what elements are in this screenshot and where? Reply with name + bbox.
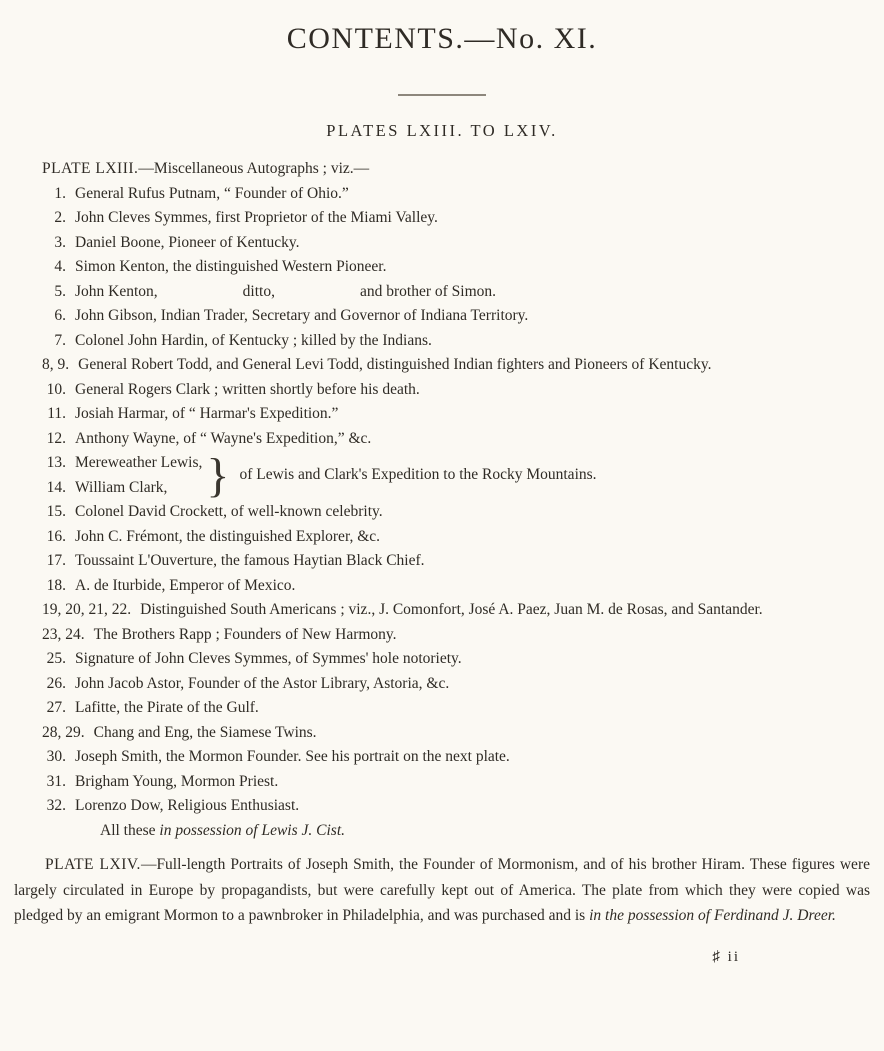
brace-icon: } [206,448,230,502]
item-number: 30. [46,748,66,765]
item-number: 6. [54,307,66,324]
item-number: 14. [46,478,66,496]
list-item [42,500,828,525]
item-number: 19, 20, 21, 22. [42,601,132,618]
item-text: Simon Kenton, the distinguished Western Pioneer. [75,258,387,275]
item-number: 11. [47,405,66,422]
item-text: Colonel John Hardin, of Kentucky ; killed by the Indians. [75,331,432,349]
list-item-brace-group [42,448,828,502]
item-text: General Rufus Putnam, “ Founder of Ohio.” [75,184,349,202]
item-text: John Kenton, [75,282,158,300]
list-item [42,623,828,648]
item-number: 27. [46,699,66,716]
item-text: Lorenzo Dow, Religious Enthusiast. [75,797,300,814]
item-number: 10. [46,380,66,398]
item-text: William Clark, [75,478,168,496]
item-text: John C. Frémont, the distinguished Explorer, &c. [75,527,381,545]
divider-rule [398,94,486,96]
item-number: 16. [46,527,66,545]
plate-lxiv-body: —Full-length Portraits of Joseph Smith, the Founder of Mormonism, and of his brother Hiram. These figures were largely circulated in Europe by propagandists, but were carefully kept out of America. The plate from which they were copied was pledged by an emigrant Mormon to a pawnbroker in Philadelphia, and was purchased and is [14,856,870,924]
item-text: ditto, [242,282,275,300]
item-number: 8, 9. [42,356,70,373]
plate-lxiii-label: PLATE LXIII. [42,160,139,177]
plate-lxiii-section [42,157,828,843]
item-text: Signature of John Cleves Symmes, of Symmes' hole notoriety. [75,650,462,667]
list-item [42,329,828,354]
item-text: Josiah Harmar, of “ Harmar's Expedition.” [75,405,339,422]
brace-shared-text: of Lewis and Clark's Expedition to the Rocky Mountains. [239,466,597,484]
list-item [42,427,828,452]
plate-lxiii-heading [42,157,828,182]
item-text: Daniel Boone, Pioneer of Kentucky. [75,233,300,251]
item-number: 3. [54,233,66,251]
list-item [42,721,828,746]
list-item [42,304,828,329]
item-number: 15. [46,503,66,520]
plate-lxiv-paragraph [14,852,870,929]
plate-lxiii-heading-rest: —Miscellaneous Autographs ; viz.— [138,160,370,177]
list-item [42,672,828,697]
item-text: and brother of Simon. [359,282,497,300]
list-item [42,770,828,795]
list-item [42,696,828,721]
list-item [42,255,828,280]
item-number: 4. [54,258,66,275]
list-item [42,574,828,599]
plate-lxiv-label: PLATE LXIV. [45,856,141,873]
item-number: 18. [46,576,66,594]
list-item [42,598,828,623]
list-item [42,745,828,770]
item-number: 25. [46,650,66,667]
item-number: 31. [46,772,66,790]
item-text: Brigham Young, Mormon Priest. [75,772,279,790]
list-item [42,647,828,672]
item-number: 23, 24. [42,625,85,643]
item-number: 13. [46,454,66,471]
item-number: 1. [54,184,66,202]
item-text: General Robert Todd, and General Levi Todd, distinguished Indian fighters and Pioneers of Kentucky. [78,356,712,373]
item-text: Mereweather Lewis, [75,454,203,471]
item-number: 26. [46,674,66,692]
item-number: 5. [54,282,66,300]
item-text: Distinguished South Americans ; viz., J. Comonfort, José A. Paez, Juan M. de Rosas, and Santander. [140,601,763,618]
item-text: A. de Iturbide, Emperor of Mexico. [75,576,296,594]
list-item [42,353,828,378]
item-text: The Brothers Rapp ; Founders of New Harmony. [93,625,397,643]
list-item [42,206,828,231]
plates-heading: PLATES LXIII. TO LXIV. [326,121,558,140]
autograph-list [42,182,828,819]
item-number: 17. [46,552,66,569]
item-text: Colonel David Crockett, of well-known celebrity. [75,503,383,520]
item-text: Anthony Wayne, of “ Wayne's Expedition,” &c. [75,429,372,447]
list-item [42,182,828,207]
item-number: 28, 29. [42,723,85,741]
item-text: Toussaint L'Ouverture, the famous Haytian Black Chief. [75,552,425,569]
item-text: General Rogers Clark ; written shortly before his death. [75,380,420,398]
item-number: 7. [54,331,66,349]
item-number: 2. [54,209,66,226]
list-item [42,378,828,403]
item-number: 12. [46,429,66,447]
brace-left-column [42,451,202,500]
list-item [42,794,828,819]
list-item [42,476,202,501]
list-item [42,549,828,574]
list-item [42,451,202,476]
possession-note-italic: in possession of Lewis J. Cist. [159,821,345,839]
item-text: John Jacob Astor, Founder of the Astor Library, Astoria, &c. [75,674,450,692]
list-item [42,280,828,305]
item-text: John Cleves Symmes, first Proprietor of the Miami Valley. [75,209,438,226]
list-item [42,525,828,550]
item-text: Joseph Smith, the Mormon Founder. See his portrait on the next plate. [75,748,510,765]
item-text: John Gibson, Indian Trader, Secretary and Governor of Indiana Territory. [75,307,529,324]
item-number: 32. [46,797,66,814]
list-item [42,402,828,427]
plate-lxiv-italic: in the possession of Ferdinand J. Dreer. [589,907,836,924]
page-title: CONTENTS.—No. XI. [286,22,598,55]
possession-note-prefix: All these [100,821,160,839]
possession-note [100,819,828,844]
item-text: Lafitte, the Pirate of the Gulf. [75,699,259,716]
signature-mark: ♯ ii [712,948,740,965]
item-text: Chang and Eng, the Siamese Twins. [93,723,317,741]
list-item [42,231,828,256]
